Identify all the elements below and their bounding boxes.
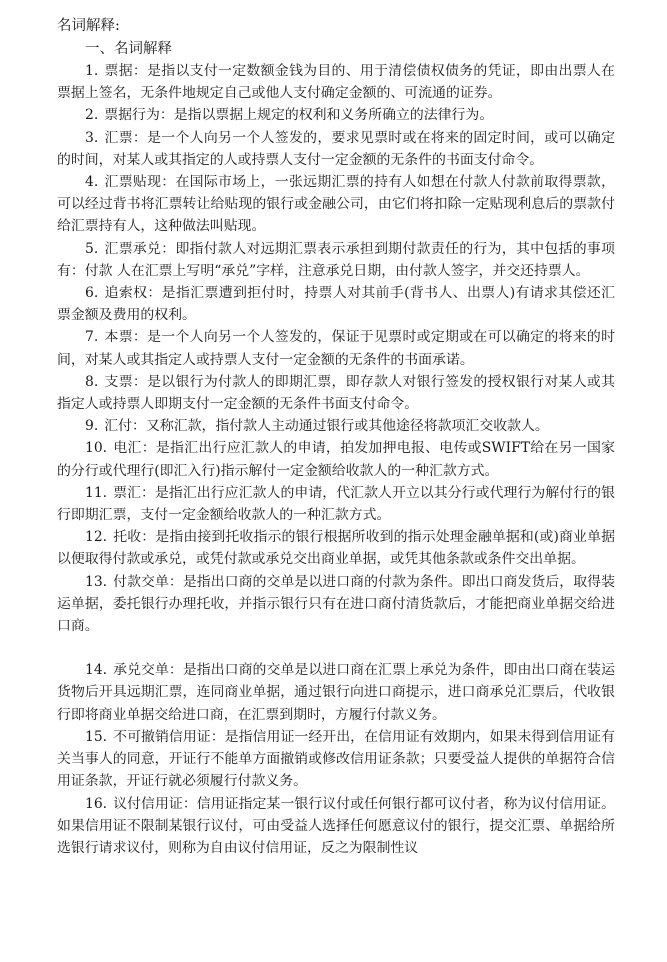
entry-number: 13. bbox=[85, 573, 108, 590]
entry-number: 10. bbox=[85, 440, 108, 457]
term-entry-7 bbox=[57, 326, 615, 370]
entry-number: 11. bbox=[85, 484, 108, 501]
entry-text: 支票：是以银行为付款人的即期汇票，即存款人对银行签发的授权银行对某人或其指定人或持票人即期支付一定金额的无条件书面支付命令。 bbox=[57, 373, 615, 413]
entry-text: 承兑交单：是指出口商的交单是以进口商在汇票上承兑为条件，即由出口商在装运货物后开具远期汇票，连同商业单据，通过银行向进口商提示，进口商承兑汇票后，代收银行即将商业单据交给进口商，在汇票到期时，方履行付款义务。 bbox=[57, 662, 615, 723]
entry-number: 3. bbox=[85, 129, 99, 146]
section-heading: 一、名词解释 bbox=[85, 41, 172, 57]
term-entry-8 bbox=[57, 371, 615, 415]
entry-text: 付款交单：是指出口商的交单是以进口商的付款为条件。即出口商发货后，取得装运单据，委托银行办理托收，并指示银行只有在进口商付清货款后，才能把商业单据交给进口商。 bbox=[57, 573, 615, 635]
entry-text: 汇票贴现：在国际市场上，一张远期汇票的持有人如想在付款人付款前取得票款，可以经过背书将汇票转让给贴现的银行或金融公司，由它们将扣除一定贴现利息后的票款付给汇票持有人，这种做法叫贴现。 bbox=[57, 174, 615, 235]
entry-text: 汇票承兑：即指付款人对远期汇票表示承担到期付款责任的行为，其中包括的事项有：付款 人在汇票上写明“承兑”字样，注意承兑日期，由付款人签字，并交还持票人。 bbox=[57, 240, 615, 279]
entry-number: 6. bbox=[85, 285, 99, 302]
entry-text: 汇票：是一个人向另一个人签发的，要求见票时或在将来的固定时间，或可以确定的时间，对某人或其指定的人或持票人支付一定金额的无条件的书面支付命令。 bbox=[57, 129, 615, 168]
entry-number: 7. bbox=[85, 329, 99, 346]
term-entry-6 bbox=[57, 282, 615, 326]
term-entry-4 bbox=[57, 171, 615, 238]
entry-number: 16. bbox=[85, 795, 108, 812]
entry-text: 汇付：又称汇款，指付款人主动通过银行或其他途径将款项汇交收款人。 bbox=[104, 418, 549, 435]
term-entry-12 bbox=[57, 526, 615, 570]
term-entry-1 bbox=[57, 60, 615, 104]
entry-text: 托收：是指由接到托收指示的银行根据所收到的指示处理金融单据和(或)商业单据以便取得付款或承兑，或凭付款或承兑交出商业单据，或凭其他条款或条件交出单据。 bbox=[57, 529, 615, 568]
entry-text: 电汇：是指汇出行应汇款人的申请，拍发加押电报、电传或SWIFT给在另一国家的分行或代理行(即汇入行)指示解付一定金额给收款人的一种汇款方式。 bbox=[57, 440, 615, 479]
entry-text: 票据：是指以支付一定数额金钱为目的、用于清偿债权债务的凭证，即由出票人在票据上签名，无条件地规定自己或他人支付确定金额的、可流通的证券。 bbox=[57, 63, 615, 102]
entry-text: 不可撤销信用证：是指信用证一经开出，在信用证有效期内，如果未得到信用证有关当事人的同意，开证行不能单方面撤销或修改信用证条款；只要受益人提供的单据符合信用证条款，开证行就必须履行付款义务。 bbox=[57, 728, 615, 790]
entry-number: 5. bbox=[85, 240, 99, 257]
term-entry-3 bbox=[57, 127, 615, 171]
entry-number: 14. bbox=[85, 662, 108, 679]
entry-number: 9. bbox=[85, 418, 99, 435]
term-entry-9 bbox=[57, 415, 615, 437]
entry-text: 票汇：是指汇出行应汇款人的申请，代汇款人开立以其分行或代理行为解付行的银行即期汇票，支付一定金额给收款人的一种汇款方式。 bbox=[57, 484, 615, 524]
term-entry-11 bbox=[57, 482, 615, 526]
entry-text: 追索权：是指汇票遭到拒付时，持票人对其前手(背书人、出票人)有请求其偿还汇票金额及费用的权利。 bbox=[57, 285, 615, 324]
entry-number: 8. bbox=[85, 373, 99, 390]
entry-text: 议付信用证：信用证指定某一银行议付或任何银行都可议付者，称为议付信用证。如果信用证不限制某银行议付，可由受益人选择任何愿意议付的银行，提交汇票、单据给所选银行请求议付，则称为自由议付信用证，反之为限制性议 bbox=[57, 795, 615, 856]
term-entry-13 bbox=[57, 571, 615, 638]
term-entry-15 bbox=[57, 726, 615, 793]
entry-number: 4. bbox=[85, 174, 99, 191]
entry-number: 15. bbox=[85, 728, 108, 745]
term-entry-5 bbox=[57, 238, 615, 282]
entry-number: 1. bbox=[85, 63, 99, 79]
entry-text: 本票：是一个人向另一个人签发的，保证于见票时或定期或在可以确定的将来的时间，对某人或其指定人或持票人支付一定金额的无条件的书面承诺。 bbox=[57, 329, 615, 368]
document-title: 名词解释: bbox=[57, 18, 120, 34]
term-entry-2 bbox=[57, 104, 615, 126]
term-entry-14 bbox=[57, 659, 615, 726]
entry-number: 2. bbox=[85, 107, 99, 124]
term-entry-10 bbox=[57, 437, 615, 481]
entry-text: 票据行为：是指以票据上规定的权利和义务所确立的法律行为。 bbox=[104, 107, 494, 124]
term-entry-16 bbox=[57, 793, 615, 860]
term-definition-list bbox=[57, 60, 615, 859]
entry-number: 12. bbox=[85, 529, 108, 546]
